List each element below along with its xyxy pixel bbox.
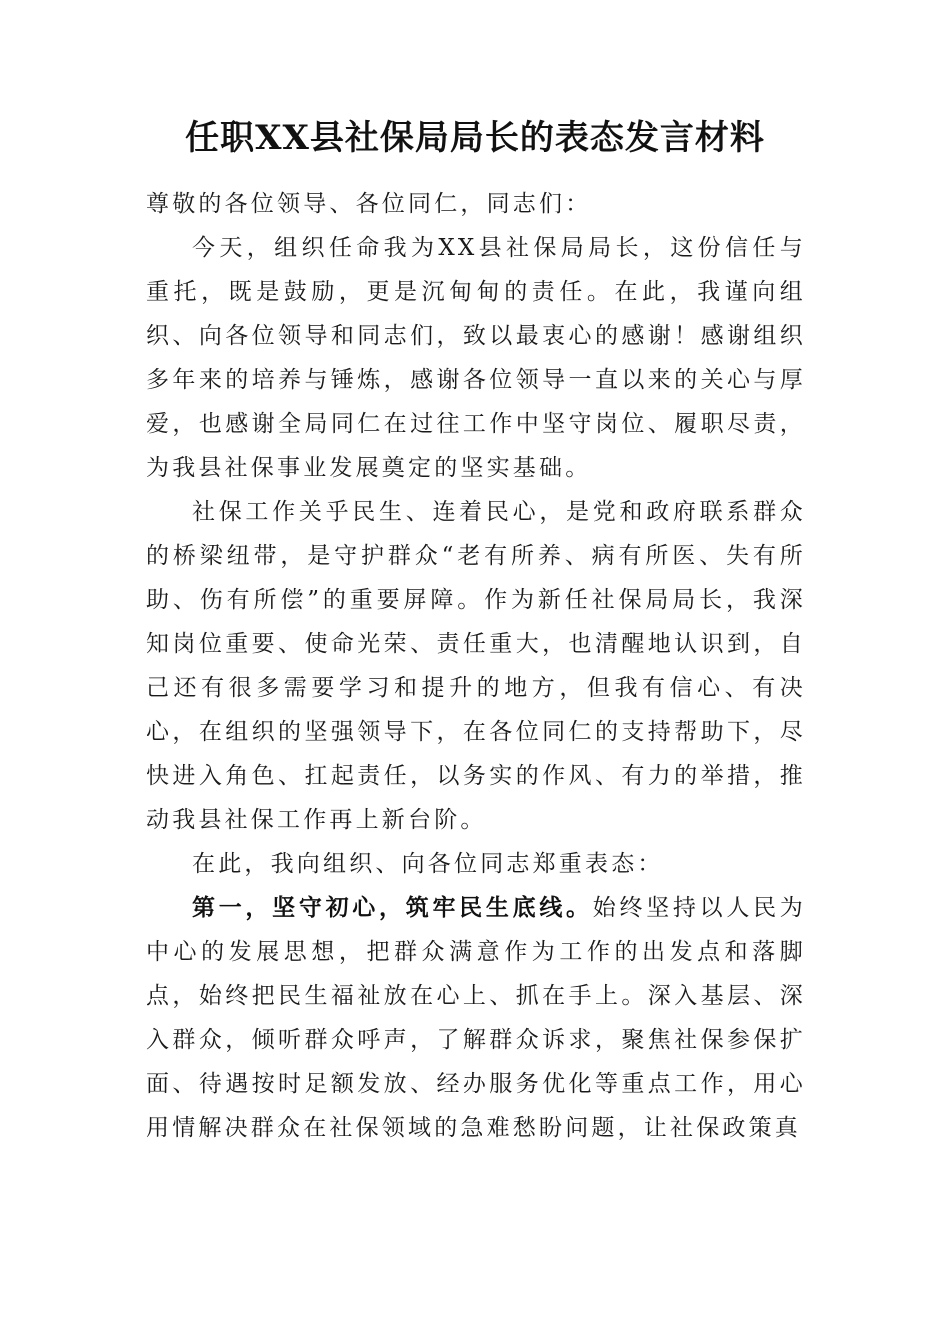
paragraph-first-point [146,886,806,1150]
first-point-heading: 第一，坚守初心，筑牢民生底线。 [192,895,593,921]
paragraph-pledge-intro: 在此，我向组织、向各位同志郑重表态： [192,851,664,877]
document-body [146,182,806,1150]
salutation: 尊敬的各位领导、各位同仁，同志们： [146,191,592,217]
document-title: 任职XX县社保局局长的表态发言材料 [185,118,765,158]
first-point-text: 始终坚持以人民为中心的发展思想，把群众满意作为工作的出发点和落脚点，始终把民生福祉放在心上、抓在手上。深入基层、深入群众，倾听群众呼声，了解群众诉求，聚焦社保参保扩面、待遇按时足额发放、经办服务优化等重点工作，用心用情解决群众在社保领域的急难愁盼问题，让社保政策真 [146,895,807,1141]
paragraph-gratitude: 今天，组织任命我为XX县社保局局长，这份信任与重托，既是鼓励，更是沉甸甸的责任。在此，我谨向组织、向各位领导和同志们，致以最衷心的感谢！感谢组织多年来的培养与锤炼，感谢各位领导一直以来的关心与厚爱，也感谢全局同仁在过往工作中坚守岗位、履职尽责，为我县社保事业发展奠定的坚实基础。 [146,235,806,481]
paragraph-responsibility: 社保工作关乎民生、连着民心，是党和政府联系群众的桥梁纽带，是守护群众“老有所养、病有所医、失有所助、伤有所偿”的重要屏障。作为新任社保局局长，我深知岗位重要、使命光荣、责任重大，也清醒地认识到，自己还有很多需要学习和提升的地方，但我有信心、有决心，在组织的坚强领导下，在各位同仁的支持帮助下，尽快进入角色、扛起责任，以务实的作风、有力的举措，推动我县社保工作再上新台阶。 [146,499,806,833]
